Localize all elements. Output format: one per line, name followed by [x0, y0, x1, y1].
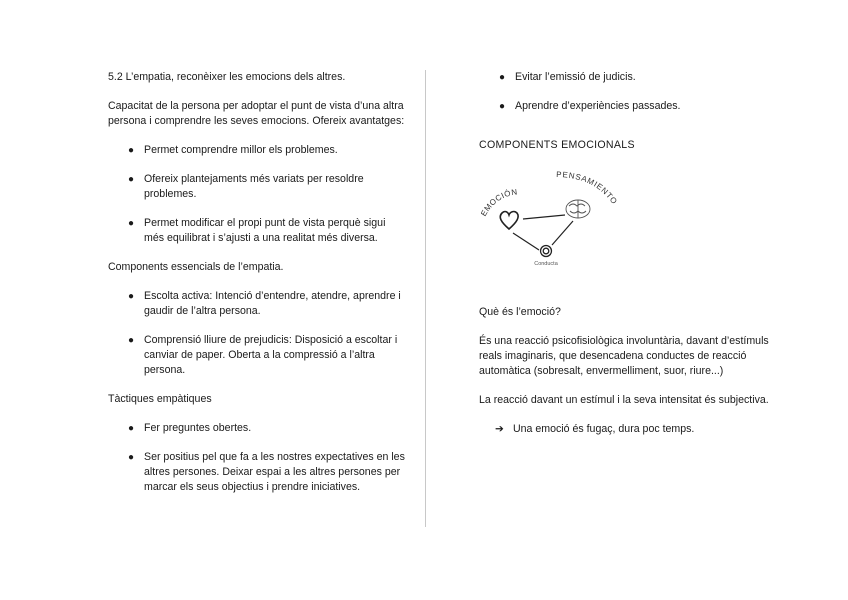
column-divider: [425, 70, 426, 527]
bullet-icon: ●: [128, 452, 135, 463]
emotion-label: MOCIÓN: [482, 187, 519, 213]
bullet-icon: ●: [128, 291, 135, 302]
list-item: ● Comprensió lliure de prejudicis: Disposició a escoltar i canviar de paper. Oberta a la compressió a l’altra persona.: [128, 334, 398, 376]
tactics-list: [108, 421, 408, 495]
list-item: ● Ser positius pel que fa a les nostres expectatives en les altres persones. Deixar espai a les altres persones per marcar els seus objectius i prendre iniciatives.: [128, 451, 405, 493]
tactics-heading: Tàctiques empàtiques: [108, 393, 212, 405]
emotional-components-heading: COMPONENTS EMOCIONALS: [479, 139, 635, 151]
definition-paragraph: És una reacció psicofisiològica involuntària, davant d’estímuls reals imaginaris, que desencadena conductes de reacció automàtica (sobresalt, envermelliment, suor, riure...): [479, 335, 769, 377]
arrow-right-icon: ➔: [495, 423, 504, 435]
connector-line: [513, 233, 539, 250]
section-heading: 5.2 L’empatia, reconèixer les emocions dels altres.: [108, 71, 346, 83]
list-item: ● Ofereix plantejaments més variats per resoldre problemes.: [128, 173, 364, 200]
bullet-icon: ●: [128, 423, 135, 434]
emotion-triangle-diagram: [481, 169, 631, 267]
arrow-list-item: ➔ Una emoció és fugaç, dura poc temps.: [495, 423, 695, 435]
list-item: ● Escolta activa: Intenció d’entendre, atendre, aprendre i gaudir de l’altra persona.: [128, 290, 401, 317]
left-column: [108, 70, 408, 509]
components-heading: Components essencials de l’empatia.: [108, 261, 284, 273]
behavior-label: Conducta: [534, 261, 558, 267]
bullet-icon: ●: [128, 335, 135, 346]
bullet-icon: ●: [128, 174, 135, 185]
bullet-icon: ●: [128, 145, 135, 156]
components-list: [108, 289, 408, 378]
bullet-icon: ●: [499, 72, 506, 83]
connector-line: [523, 215, 565, 219]
intro-paragraph: Capacitat de la persona per adoptar el punt de vista d’una altra persona i comprendre les seves emocions. Ofereix avantatges:: [108, 100, 405, 127]
list-item: ● Permet comprendre millor els problemes.: [128, 144, 338, 156]
list-item: ● Permet modificar el propi punt de vista perquè sigui més equilibrat i s’ajusti a una realitat més diversa.: [128, 217, 386, 244]
behavior-spiral-icon: [541, 246, 552, 257]
emotion-diagram: [481, 169, 631, 267]
bullet-icon: ●: [499, 101, 506, 112]
heart-icon: [500, 212, 518, 229]
list-item: ● Evitar l’emissió de judicis.: [499, 71, 636, 83]
right-column: [479, 70, 779, 437]
brain-icon: [566, 200, 590, 218]
thought-label: PENSAMIENTO: [556, 169, 620, 207]
list-item: ● Fer preguntes obertes.: [128, 422, 252, 434]
reaction-paragraph: La reacció davant un estímul i la seva intensitat és subjectiva.: [479, 394, 769, 406]
question-heading: Què és l’emoció?: [479, 306, 561, 318]
list-item: ● Aprendre d’experiències passades.: [499, 100, 681, 112]
tactics-continued-list: [479, 70, 779, 114]
bullet-icon: ●: [128, 218, 135, 229]
advantages-list: [108, 143, 408, 246]
connector-line: [552, 221, 573, 245]
